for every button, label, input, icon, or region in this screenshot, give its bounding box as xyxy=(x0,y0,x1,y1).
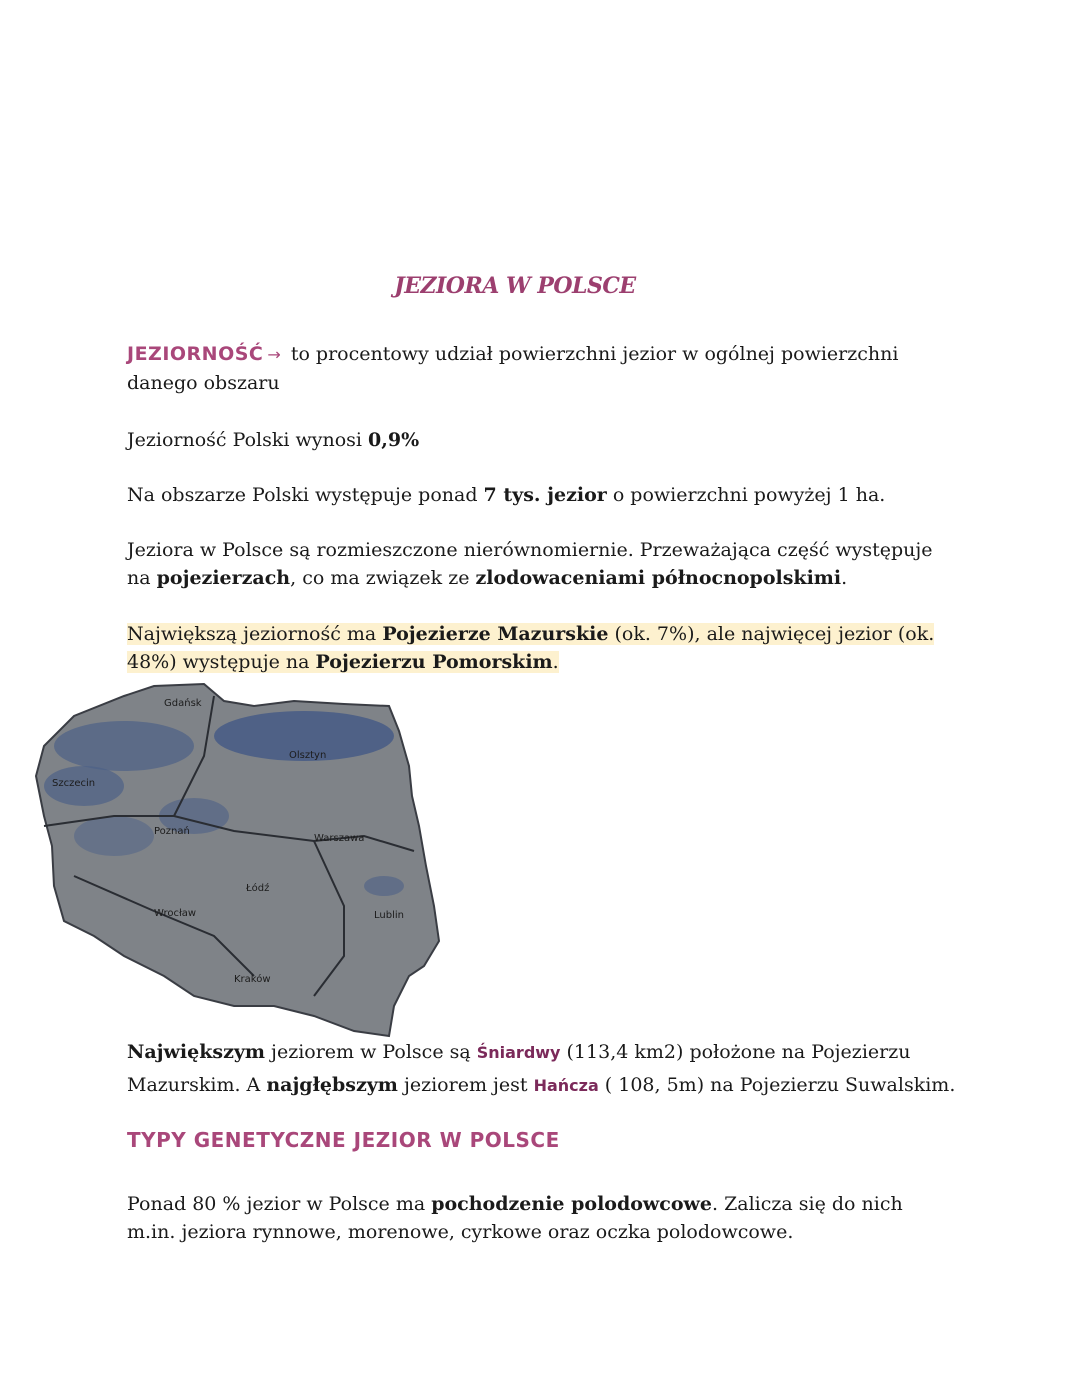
text: (ok. 7%), ale najwięcej jezior (ok. 48%) występuje na xyxy=(127,623,935,673)
text: Jeziora w Polsce są rozmieszczone nierównomiernie. Przeważająca część występuje na xyxy=(127,539,933,589)
city-label: Olsztyn xyxy=(289,750,327,761)
text: , co ma związek ze xyxy=(290,567,476,589)
bold-text: pojezierzach xyxy=(156,567,291,589)
city-label: Kraków xyxy=(234,974,271,985)
bold-text: Największym xyxy=(127,1041,266,1063)
city-label: Gdańsk xyxy=(164,698,202,709)
text: Jeziorność Polski wynosi xyxy=(127,429,369,451)
bold-text: Pojezierze Mazurskie xyxy=(382,623,609,645)
distribution-paragraph xyxy=(127,536,957,592)
city-label: Warszawa xyxy=(314,833,365,844)
definition-paragraph xyxy=(127,340,957,397)
definition-term: JEZIORNOŚĆ xyxy=(127,343,264,365)
text: . xyxy=(841,567,848,589)
page-title: JEZIORA W POLSCE xyxy=(394,273,636,299)
lake-name-hancza: Hańcza xyxy=(533,1076,599,1095)
genetic-types-paragraph xyxy=(127,1190,957,1246)
bold-text: zlodowaceniami północnopolskimi xyxy=(475,567,842,589)
lake-percentage-paragraph xyxy=(127,426,957,454)
text: (113,4 km2) położone na Pojezierzu Mazurskim. A xyxy=(127,1041,911,1096)
city-label: Poznań xyxy=(154,826,190,837)
text: . Zalicza się do nich m.in. jeziora rynnowe, morenowe, cyrkowe oraz oczka polodowcowe. xyxy=(127,1193,903,1243)
bold-text: najgłębszym xyxy=(266,1074,398,1096)
arrow-icon: → xyxy=(267,345,281,364)
definition-text: to procentowy udział powierzchni jezior w ogólnej powierzchni danego obszaru xyxy=(127,343,899,394)
city-label: Lublin xyxy=(374,910,404,921)
city-label: Szczecin xyxy=(52,778,96,789)
largest-lake-paragraph xyxy=(127,1036,957,1102)
text: . xyxy=(552,651,559,673)
lake-count-value: 7 tys. jezior xyxy=(483,484,607,506)
lake-name-sniardwy: Śniardwy xyxy=(476,1043,561,1062)
text: Ponad 80 % jezior w Polsce ma xyxy=(127,1193,432,1215)
text: ( 108, 5m) na Pojezierzu Suwalskim. xyxy=(598,1074,956,1096)
lake-percentage-value: 0,9% xyxy=(368,429,420,451)
city-label: Łódź xyxy=(246,883,270,894)
text: Na obszarze Polski występuje ponad xyxy=(127,484,484,506)
lake-count-paragraph xyxy=(127,481,957,509)
poland-lake-map xyxy=(14,676,444,1046)
text: jeziorem jest xyxy=(397,1074,534,1096)
city-label: Wrocław xyxy=(154,908,197,919)
section-heading: TYPY GENETYCZNE JEZIOR W POLSCE xyxy=(127,1128,560,1152)
bold-text: Pojezierzu Pomorskim xyxy=(315,651,553,673)
bold-text: pochodzenie polodowcowe xyxy=(431,1193,712,1215)
text: o powierzchni powyżej 1 ha. xyxy=(606,484,886,506)
highlight-paragraph xyxy=(127,620,957,676)
text: jeziorem w Polsce są xyxy=(265,1041,477,1063)
text: Największą jeziorność ma xyxy=(127,623,383,645)
